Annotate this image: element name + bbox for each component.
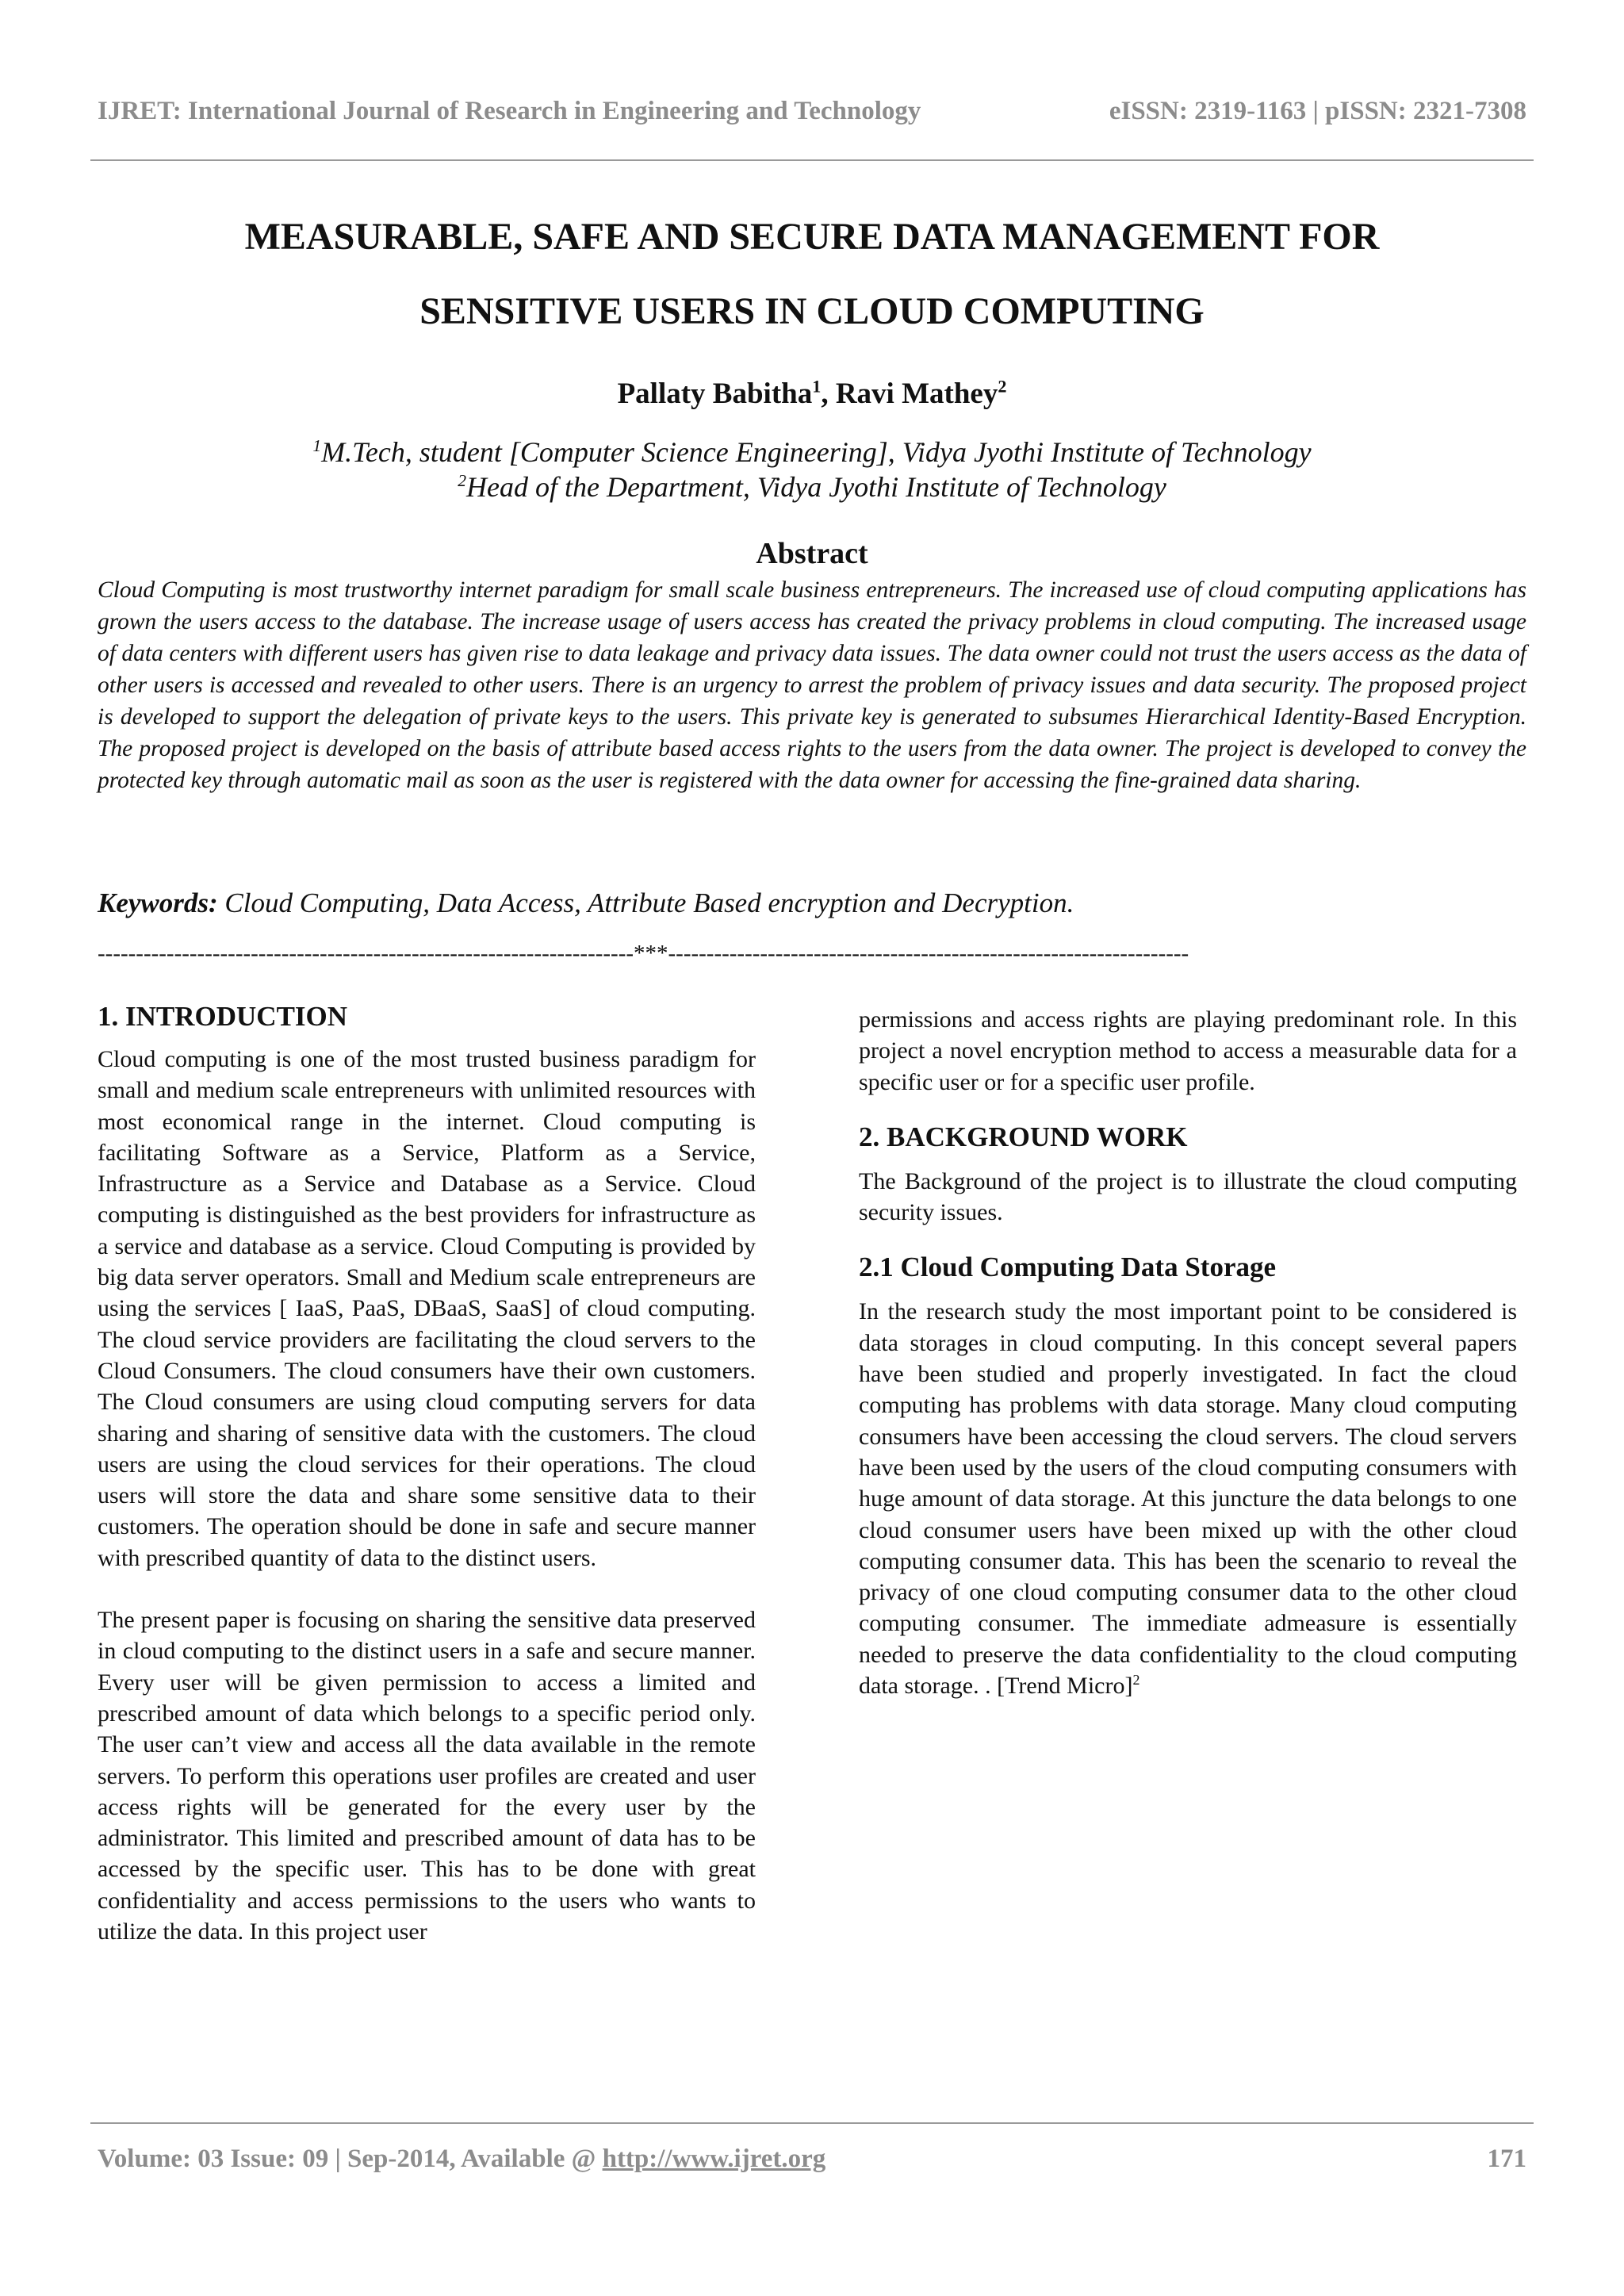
author-separator: , xyxy=(821,378,836,410)
author-1: Pallaty Babitha xyxy=(617,378,813,410)
background-paragraph: The Background of the project is to illustrate the cloud computing security issues. xyxy=(859,1167,1517,1226)
intro-paragraph-2: The present paper is focusing on sharing the sensitive data preserved in cloud computing to the distinct users in a safe and secure manner. Every user will be given permission to access a limited and prescribed amount of data which belongs to a specific period only. The user can’t view and access all the data available in the remote servers. To perform this operations user profiles are created and user access rights will be generated for the every user by the administrator. This limited and prescribed amount of data has to be accessed by the specific user. This has to be done with great confidentiality and access permissions to the users who wants to utilize the data. In this project user xyxy=(98,1607,756,1945)
footer-rule xyxy=(90,2122,1534,2124)
volume-text: Volume: 03 Issue: 09 | Sep-2014, Available @ xyxy=(98,2145,603,2173)
page-number: 171 xyxy=(1487,2145,1526,2173)
section-separator: ----------------------------------------------------------------------***-------------------------------------------------------------------- xyxy=(98,941,1189,966)
header-rule xyxy=(90,159,1534,161)
affiliation-1-mark: 1 xyxy=(312,436,322,455)
intro-heading: 1. INTRODUCTION xyxy=(98,1001,348,1032)
journal-url-link[interactable]: http://www.ijret.org xyxy=(602,2145,826,2173)
intro-paragraph-2-continued: permissions and access rights are playing predominant role. In this project a novel encryption method to access a measurable data for a specific user or for a specific user profile. xyxy=(859,1006,1517,1095)
volume-info xyxy=(98,2143,825,2175)
affiliation-1-text: M.Tech, student [Computer Science Engineering], Vidya Jyothi Institute of Technology xyxy=(321,436,1312,468)
storage-heading: 2.1 Cloud Computing Data Storage xyxy=(859,1251,1277,1283)
trend-micro-reference: 2 xyxy=(1132,1672,1140,1688)
author-2: Ravi Mathey xyxy=(835,378,998,410)
paper-title xyxy=(98,200,1526,349)
storage-paragraph-text: In the research study the most important point to be considered is data storages in cloud computing. In this concept several papers have been studied and properly investigated. In fact the cloud computing has problems with data storage. Many cloud computing consumers have been accessing the cloud servers. The cloud servers have been used by the users of the cloud computing consumers with huge amount of data storage. At this juncture the data belongs to one cloud consumer users have been mixed up with the other cloud computing consumer data. This has been the scenario to reveal the privacy of one cloud computing consumer data to the other cloud computing consumer. The immediate admeasure is essentially needed to preserve the data confidentiality to the cloud computing data storage. . [Trend Micro] xyxy=(859,1298,1517,1700)
affiliation-2 xyxy=(98,470,1526,504)
keywords xyxy=(98,885,1526,922)
storage-paragraph xyxy=(859,1296,1517,1701)
journal-name: IJRET: International Journal of Research in Engineering and Technology xyxy=(98,97,921,125)
background-heading: 2. BACKGROUND WORK xyxy=(859,1121,1188,1152)
affiliation-2-mark: 2 xyxy=(458,471,466,490)
title-line-1: MEASURABLE, SAFE AND SECURE DATA MANAGEMENT FOR xyxy=(244,216,1380,258)
intro-paragraph-1: Cloud computing is one of the most trusted business paradigm for small and medium scale entrepreneurs with unlimited resources with most economical range in the internet. Cloud computing is facilitating Software as a Service, Platform as a Service, Infrastructure as a Service and Database as a Service. Cloud computing is distinguished as the best providers for infrastructure as a service and database as a service. Cloud Computing is provided by big data server operators. Small and Medium scale entrepreneurs are using the services [ IaaS, PaaS, DBaaS, SaaS] of cloud computing. The cloud service providers are facilitating the cloud servers to the Cloud Consumers. The cloud consumers have their own customers. The Cloud consumers are using cloud computing servers for data sharing and sharing of sensitive data with the customers. The cloud users are using the cloud services for their operations. The cloud users will store the data and share some sensitive data to their customers. The operation should be done in safe and secure manner with prescribed quantity of data to the distinct users. xyxy=(98,1046,756,1571)
author-list xyxy=(98,374,1526,414)
author-1-affiliation-mark: 1 xyxy=(812,376,822,397)
abstract-heading: Abstract xyxy=(756,537,868,570)
issn-info: eISSN: 2319-1163 | pISSN: 2321-7308 xyxy=(1109,97,1526,125)
author-2-affiliation-mark: 2 xyxy=(998,376,1007,397)
affiliation-2-text: Head of the Department, Vidya Jyothi Institute of Technology xyxy=(465,471,1166,503)
right-column xyxy=(859,1004,1517,1701)
left-column xyxy=(98,999,756,1947)
affiliation-1 xyxy=(98,435,1526,470)
keywords-label: Keywords: xyxy=(98,887,218,918)
title-line-2: SENSITIVE USERS IN CLOUD COMPUTING xyxy=(419,290,1205,332)
abstract-text: Cloud Computing is most trustworthy internet paradigm for small scale business entrepreneurs. The increased use of cloud computing applications has grown the users access to the database. The increase usage of users access has created the privacy problems in cloud computing. The increased usage of data centers with different users has given rise to data leakage and privacy data issues. The data owner could not trust the users access as the data of other users is accessed and revealed to other users. There is an urgency to arrest the problem of privacy issues and data security. The proposed project is developed to support the delegation of private keys to the users. This private key is generated to subsumes Hierarchical Identity-Based Encryption. The proposed project is developed on the basis of attribute based access rights to the users from the data owner. The project is developed to convey the protected key through automatic mail as soon as the user is registered with the data owner for accessing the fine-grained data sharing. xyxy=(98,577,1526,793)
keywords-text: Cloud Computing, Data Access, Attribute Based encryption and Decryption. xyxy=(217,887,1074,918)
